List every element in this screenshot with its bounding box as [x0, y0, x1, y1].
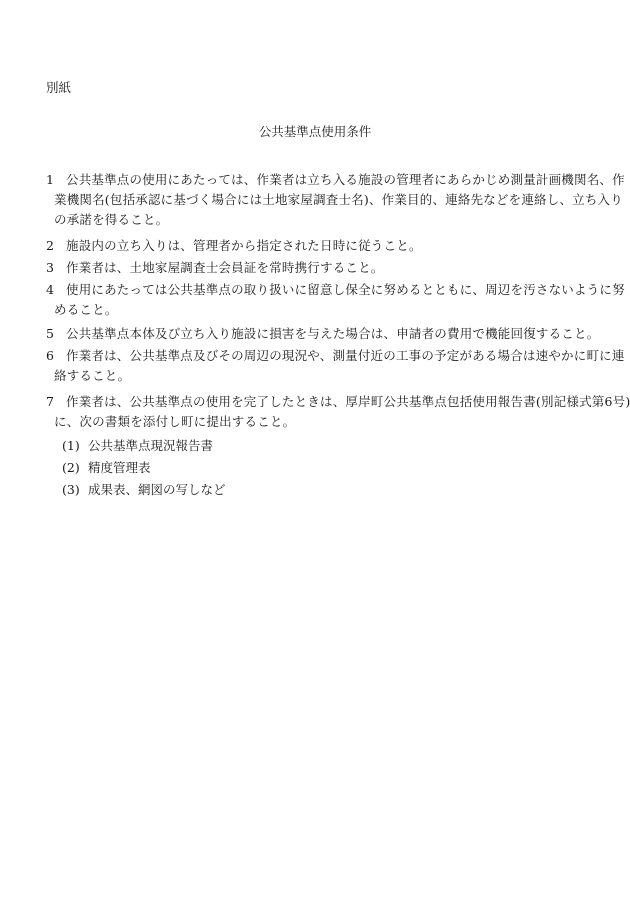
item-text-line: 使用にあたっては公共基準点の取り扱いに留意し保全に努めるとともに、周辺を汚さないように努: [66, 282, 625, 297]
item-text-line: 作業者は、土地家屋調査士会員証を常時携行すること。: [66, 260, 384, 275]
condition-item-6: [46, 346, 625, 386]
item-text-line: 公共基準点本体及び立ち入り施設に損害を与えた場合は、申請者の費用で機能回復すること。: [66, 326, 600, 341]
annex-label: 別紙: [46, 80, 72, 95]
condition-item-2: [46, 236, 586, 256]
condition-item-5: [46, 324, 600, 344]
sub-item-text: 公共基準点現況報告書: [88, 438, 214, 453]
item-number: 3: [46, 260, 55, 275]
item-text-line: めること。: [54, 302, 118, 317]
item-number: 1: [46, 172, 55, 187]
sub-item-2: [62, 458, 151, 478]
item-number: 5: [46, 326, 55, 341]
item-text-line: 絡すること。: [54, 368, 131, 383]
item-text-line: 業機関名(包括承認に基づく場合には土地家屋調査士名)、作業目的、連絡先などを連絡し、立ち入り: [54, 192, 623, 207]
item-number: 7: [46, 394, 55, 409]
document-title: 公共基準点使用条件: [258, 124, 372, 139]
sub-item-number: (2): [62, 460, 80, 475]
sub-item-3: [62, 480, 226, 500]
condition-item-1: [46, 170, 625, 230]
item-text-line: の承諾を得ること。: [54, 212, 169, 227]
condition-item-3: [46, 258, 586, 278]
item-text-line: 作業者は、公共基準点の使用を完了したときは、厚岸町公共基準点包括使用報告書(別記様式第6号): [66, 394, 630, 409]
item-text-line: 公共基準点の使用にあたっては、作業者は立ち入る施設の管理者にあらかじめ測量計画機関名、作: [66, 172, 625, 187]
item-text-line: に、次の書類を添付し町に提出すること。: [54, 414, 296, 429]
sub-item-text: 精度管理表: [88, 460, 151, 475]
item-text-line: 施設内の立ち入りは、管理者から指定された日時に従うこと。: [66, 238, 422, 253]
item-number: 4: [46, 282, 55, 297]
item-text-line: 作業者は、公共基準点及びその周辺の現況や、測量付近の工事の予定がある場合は速やかに町に連: [66, 348, 625, 363]
item-number: 2: [46, 238, 55, 253]
sub-item-text: 成果表、網図の写しなど: [88, 482, 226, 497]
sub-item-number: (3): [62, 482, 80, 497]
item-number: 6: [46, 348, 55, 363]
sub-item-number: (1): [62, 438, 80, 453]
sub-item-1: [62, 436, 213, 456]
condition-item-4: [46, 280, 625, 320]
condition-item-7: [46, 392, 630, 432]
